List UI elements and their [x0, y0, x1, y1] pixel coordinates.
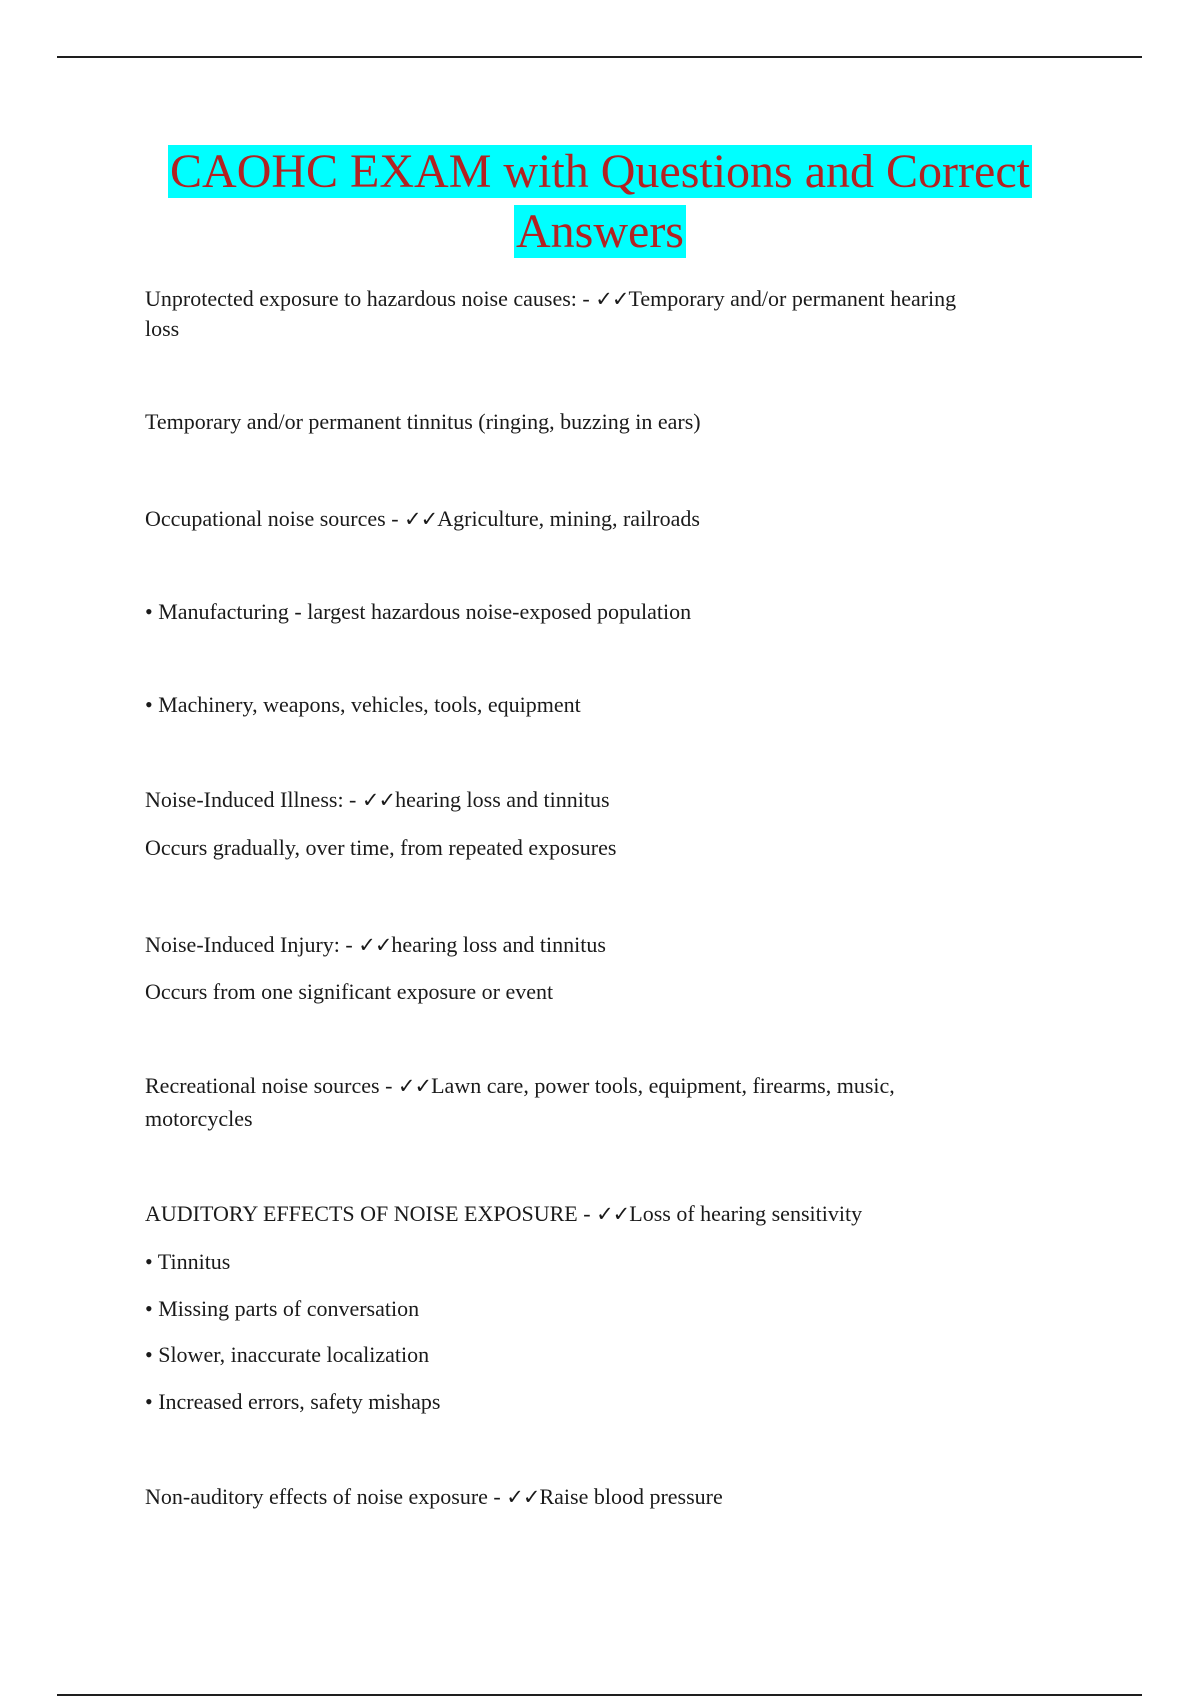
check-icon: ✓✓ — [358, 933, 392, 957]
answer-text: Temporary and/or permanent hearing — [628, 286, 957, 311]
footer-rule — [57, 1694, 1142, 1696]
answer-line: Occurs from one significant exposure or event — [145, 979, 554, 1004]
answer-continuation: motorcycles — [145, 1106, 253, 1131]
answer-text: Raise blood pressure — [539, 1484, 723, 1509]
title-line-2: Answers — [516, 205, 684, 258]
answer-text: Lawn care, power tools, equipment, firearms, music, — [431, 1073, 895, 1098]
question-text: Noise-Induced Illness: - — [145, 787, 362, 812]
bullet-item: • Machinery, weapons, vehicles, tools, equipment — [145, 692, 581, 717]
question-text: AUDITORY EFFECTS OF NOISE EXPOSURE - — [145, 1201, 597, 1226]
bullet-item: • Slower, inaccurate localization — [145, 1342, 430, 1367]
qa-occupational-sources — [145, 503, 1045, 535]
answer-continuation: loss — [145, 316, 180, 341]
question-text: Noise-Induced Injury: - — [145, 932, 359, 957]
header-rule — [57, 56, 1142, 58]
check-icon: ✓✓ — [596, 1202, 630, 1226]
bullet-item: • Manufacturing - largest hazardous noise-exposed population — [145, 599, 692, 624]
qa-noise-induced-injury — [145, 929, 1045, 961]
qa-hazardous-noise-question — [145, 283, 1045, 315]
qa-non-auditory-effects — [145, 1481, 1045, 1513]
check-icon: ✓✓ — [595, 287, 629, 311]
qa-noise-induced-illness — [145, 784, 1045, 816]
question-text: Unprotected exposure to hazardous noise causes: - — [145, 286, 596, 311]
bullet-item: • Tinnitus — [145, 1249, 231, 1274]
document-title — [140, 142, 1060, 262]
answer-text: Loss of hearing sensitivity — [629, 1201, 863, 1226]
answer-text: hearing loss and tinnitus — [391, 932, 606, 957]
answer-text: hearing loss and tinnitus — [395, 787, 610, 812]
bullet-item: • Missing parts of conversation — [145, 1296, 420, 1321]
answer-text: Agriculture, mining, railroads — [437, 506, 700, 531]
question-text: Occupational noise sources - — [145, 506, 405, 531]
answer-line: Occurs gradually, over time, from repeated exposures — [145, 835, 617, 860]
title-line-1: CAOHC EXAM with Questions and Correct — [170, 145, 1030, 198]
check-icon: ✓✓ — [361, 788, 396, 812]
qa-auditory-effects — [145, 1198, 1045, 1230]
check-icon: ✓✓ — [506, 1485, 540, 1509]
check-icon: ✓✓ — [397, 1074, 432, 1098]
qa-recreational-sources — [145, 1070, 1045, 1102]
check-icon: ✓✓ — [404, 507, 438, 531]
answer-line: Temporary and/or permanent tinnitus (ringing, buzzing in ears) — [145, 409, 701, 434]
question-text: Recreational noise sources - — [145, 1073, 398, 1098]
question-text: Non-auditory effects of noise exposure - — [145, 1484, 507, 1509]
bullet-item: • Increased errors, safety mishaps — [145, 1389, 441, 1414]
